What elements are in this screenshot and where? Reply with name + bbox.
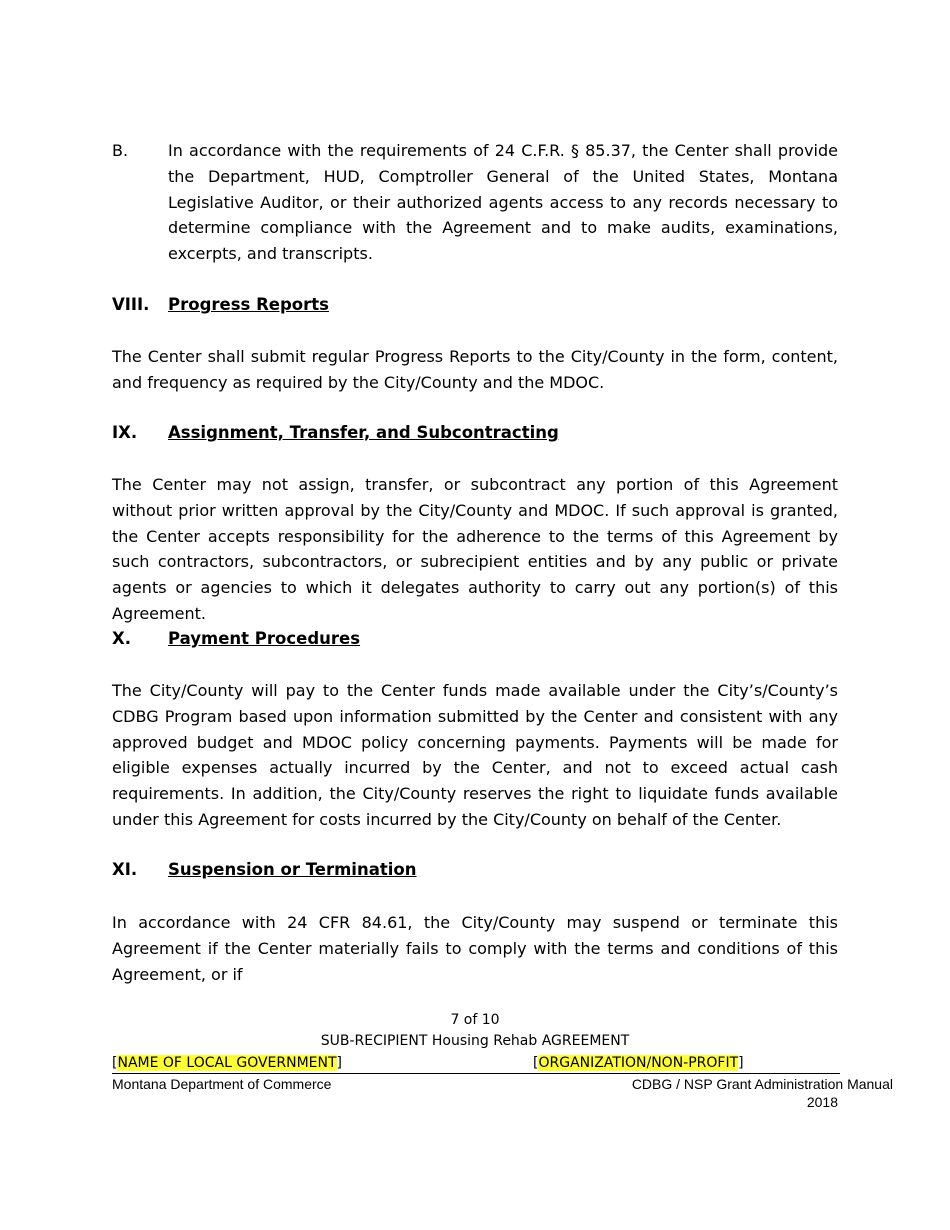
- heading-title: Progress Reports: [168, 295, 329, 314]
- page-number: 7 of 10: [450, 1012, 500, 1028]
- payment-procedures-paragraph: The City/County will pay to the Center funds made available under the City’s/County’s CDBG Program based upon information submitted by the Center and consistent with any approved budget and MDOC policy concerning payments. Payments will be made for eligible expenses actually incurred by the Center, and not to exceed actual cash requirements. In addition, the City/County reserves the right to liquidate funds available under this Agreement for costs incurred by the City/County on behalf of the Center.: [112, 681, 838, 829]
- heading-number: VIII.: [112, 295, 150, 314]
- assignment-paragraph: The Center may not assign, transfer, or subcontract any portion of this Agreement without prior written approval by the City/County and MDOC. If such approval is granted, the Center accepts responsibility for the adherence to the terms of this Agreement by such contractors, subcontractors, or subrecipient entities and by any public or private agents or agencies to which it delegates authority to carry out any portion(s) of this Agreement.: [112, 475, 838, 623]
- progress-reports-paragraph: The Center shall submit regular Progress Reports to the City/County in the form, content, and frequency as required by the City/County and the MDOC.: [112, 347, 838, 392]
- highlighted-text: ORGANIZATION/NON-PROFIT: [538, 1055, 739, 1071]
- heading-title: Suspension or Termination: [168, 860, 417, 879]
- footer-year: 2018: [806, 1094, 838, 1110]
- footer-divider: [112, 1073, 840, 1074]
- heading-number: X.: [112, 629, 131, 648]
- agreement-title: SUB-RECIPIENT Housing Rehab AGREEMENT: [320, 1033, 630, 1049]
- heading-number: XI.: [112, 860, 138, 879]
- heading-number: IX.: [112, 423, 138, 442]
- highlighted-text: NAME OF LOCAL GOVERNMENT: [117, 1055, 337, 1071]
- organization-placeholder: [ORGANIZATION/NON-PROFIT]: [533, 1055, 744, 1071]
- heading-title: Payment Procedures: [168, 629, 361, 648]
- footer-department: Montana Department of Commerce: [112, 1076, 332, 1092]
- heading-title: Assignment, Transfer, and Subcontracting: [168, 423, 559, 442]
- suspension-paragraph: In accordance with 24 CFR 84.61, the City/County may suspend or terminate this Agreement if the Center materially fails to comply with the terms and conditions of this Agreement, or if: [112, 913, 838, 984]
- section-b-label: B.: [112, 141, 129, 160]
- section-b-text: In accordance with the requirements of 24 C.F.R. § 85.37, the Center shall provide the Department, HUD, Comptroller General of the United States, Montana Legislative Auditor, or their authorized agents access to any records necessary to determine compliance with the Agreement and to make audits, examinations, excerpts, and transcripts.: [168, 141, 838, 264]
- footer-manual-title: CDBG / NSP Grant Administration Manual: [631, 1076, 893, 1092]
- local-government-placeholder: [NAME OF LOCAL GOVERNMENT]: [112, 1055, 343, 1071]
